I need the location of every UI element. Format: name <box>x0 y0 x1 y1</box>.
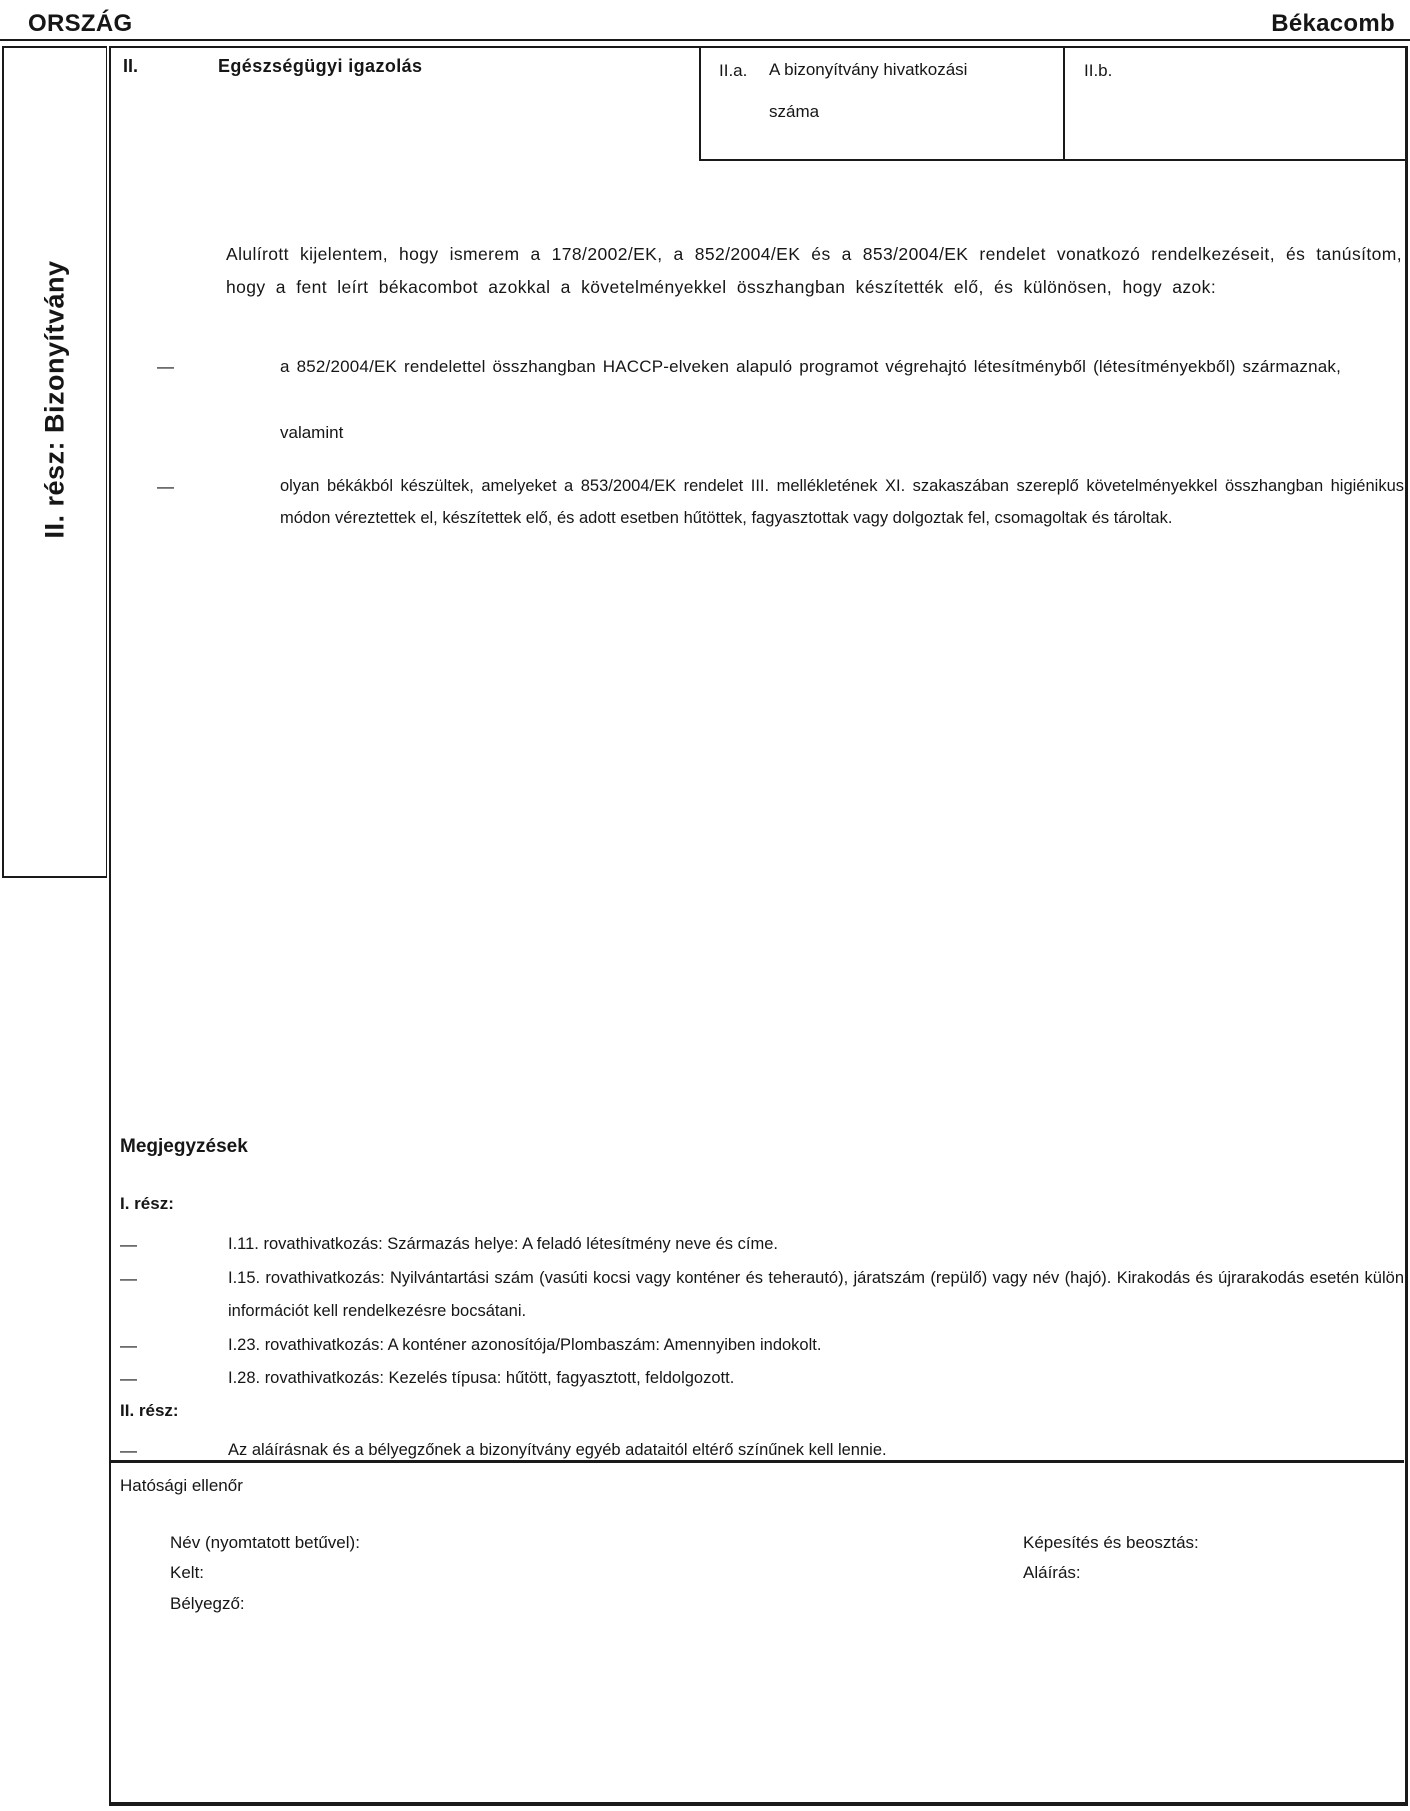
section-number: II. <box>123 56 139 76</box>
header-bottom-border <box>699 159 1406 161</box>
ref-label: A bizonyítvány hivatkozási száma <box>769 60 968 121</box>
note-item: Az aláírásnak és a bélyegzőnek a bizonyítvány egyéb adataitól eltérő színűnek kell lennie. <box>228 1441 887 1459</box>
certification-item-1: a 852/2004/EK rendelettel összhangban HACCP-elveken alapuló programot végrehajtó létesítményből (létesítményekből) származnak, <box>280 357 1342 376</box>
notes-title: Megjegyzések <box>120 1136 248 1157</box>
inspector-section-divider <box>111 1460 1404 1463</box>
country-heading: ORSZÁG <box>28 10 133 37</box>
inspector-date-label: Kelt: <box>170 1563 205 1582</box>
note-item: I.23. rovathivatkozás: A konténer azonosítója/Plombaszám: Amennyiben indokolt. <box>228 1336 822 1354</box>
note-item: I.11. rovathivatkozás: Származás helye: A feladó létesítmény neve és címe. <box>228 1235 778 1253</box>
iib-label: II.b. <box>1084 61 1113 80</box>
certificate-body-box <box>109 46 1408 1806</box>
part-ii-vertical-label: II. rész: Bizonyítvány <box>39 260 70 539</box>
inspector-title: Hatósági ellenőr <box>120 1476 243 1495</box>
note-dash: — <box>120 1369 137 1388</box>
note-item: I.28. rovathivatkozás: Kezelés típusa: hűtött, fagyasztott, feldolgozott. <box>228 1369 735 1387</box>
commodity-heading: Békacomb <box>1271 10 1395 37</box>
header-separator-iib <box>1063 48 1065 161</box>
ref-number: II.a. <box>719 61 748 80</box>
item2-dash: — <box>157 477 174 496</box>
certification-intro: Alulírott kijelentem, hogy ismerem a 178/2002/EK, a 852/2004/EK és a 853/2004/EK rendelet vonatkozó rendelkezéseit, és tanúsítom, hogy a fent leírt békacombot azokkal a követelményekkel összhangban készítették elő, és különösen, hogy azok: <box>226 244 1402 297</box>
notes-part1-label: I. rész: <box>120 1194 174 1213</box>
item1-dash: — <box>157 357 174 376</box>
note-dash: — <box>120 1235 137 1254</box>
inspector-stamp-label: Bélyegző: <box>170 1594 245 1613</box>
certification-item-2: olyan békákból készültek, amelyeket a 853/2004/EK rendelet III. mellékletének XI. szakaszában szereplő követelményekkel összhangban higiénikus módon véreztettek el, készítettek elő, és adott esetben hűtöttek, fagyasztottak vagy dolgoztak fel, csomagoltak és tároltak. <box>280 477 1404 527</box>
notes-part2-label: II. rész: <box>120 1401 179 1420</box>
inspector-qualification-label: Képesítés és beosztás: <box>1023 1533 1199 1552</box>
certification-connector: valamint <box>280 423 344 442</box>
note-dash: — <box>120 1336 137 1355</box>
section-title: Egészségügyi igazolás <box>218 56 423 76</box>
inspector-name-label: Név (nyomtatott betűvel): <box>170 1533 360 1552</box>
part-ii-sidebar-cell <box>2 46 107 878</box>
note-item: I.15. rovathivatkozás: Nyilvántartási szám (vasúti kocsi vagy konténer és teherautó), járatszám (repülő) vagy név (hajó). Kirakodás és újrarakodás esetén külön információt kell rendelkezésre bocsátani. <box>228 1269 1404 1320</box>
note-dash: — <box>120 1441 137 1460</box>
masthead-divider <box>0 39 1410 41</box>
note-dash: — <box>120 1269 137 1288</box>
inspector-signature-label: Aláírás: <box>1023 1563 1081 1582</box>
header-separator-iia <box>699 48 701 161</box>
